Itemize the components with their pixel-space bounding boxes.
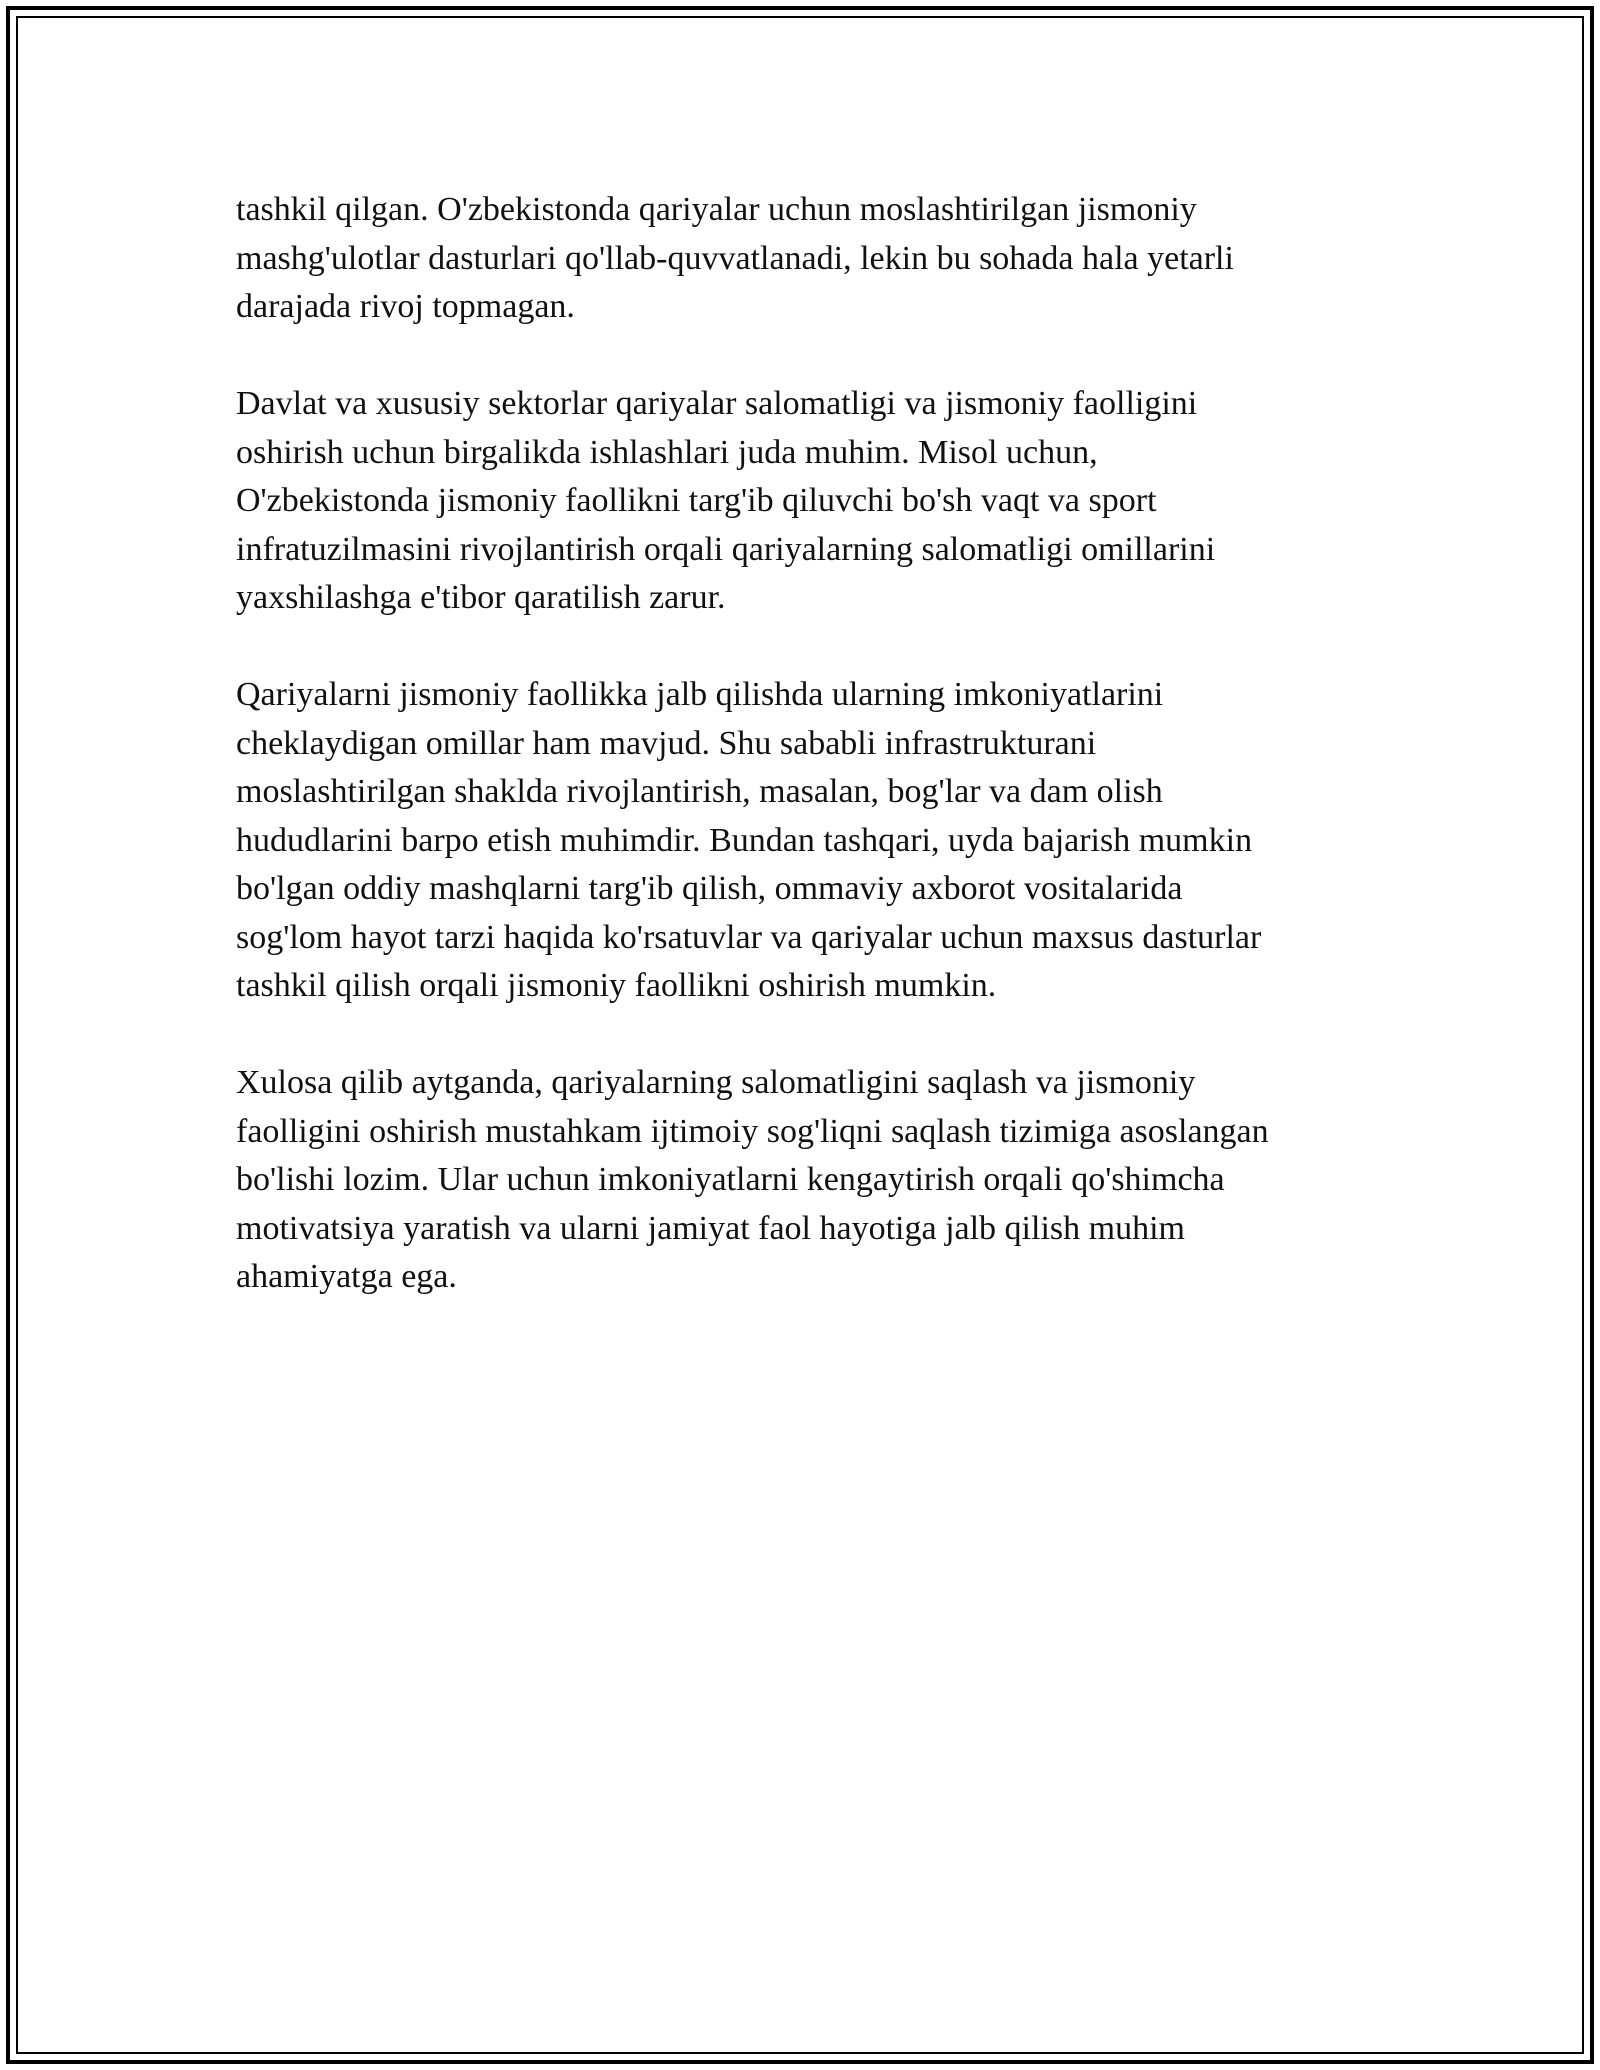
paragraph: Xulosa qilib aytganda, qariyalarning salomatligini saqlash va jismoniy faolligini oshirish mustahkam ijtimoiy sog'liqni saqlash tizimiga asoslangan bo'lishi lozim. Ular uchun imkoniyatlarni kengaytirish orqali qo'shimcha motivatsiya yaratish va ularni jamiyat faol hayotiga jalb qilish muhim ahamiyatga ega.: [236, 1064, 1269, 1295]
paragraph: tashkil qilgan. O'zbekistonda qariyalar uchun moslashtirilgan jismoniy mashg'ulotlar dasturlari qo'llab-quvvatlanadi, lekin bu sohada hala yetarli darajada rivoj topmagan.: [236, 191, 1234, 325]
paragraph: Davlat va xususiy sektorlar qariyalar salomatligi va jismoniy faolligini oshirish uchun birgalikda ishlashlari juda muhim. Misol uchun, O'zbekistonda jismoniy faollikni targ'ib qiluvchi bo'sh vaqt va sport infratuzilmasini rivojlantirish orqali qariyalarning salomatligi omillarini yaxshilashga e'tibor qaratilish zarur.: [236, 385, 1216, 616]
paragraph: Qariyalarni jismoniy faollikka jalb qilishda ularning imkoniyatlarini cheklaydigan omillar ham mavjud. Shu sababli infrastrukturani moslashtirilgan shaklda rivojlantirish, masalan, bog'lar va dam olish hududlarini barpo etish muhimdir. Bundan tashqari, uyda bajarish mumkin bo'lgan oddiy mashqlarni targ'ib qilish, ommaviy axborot vositalarida sog'lom hayot tarzi haqida ko'rsatuvlar va qariyalar uchun maxsus dasturlar tashkil qilish orqali jismoniy faollikni oshirish mumkin.: [236, 676, 1262, 1004]
document-body: [236, 186, 1366, 1350]
